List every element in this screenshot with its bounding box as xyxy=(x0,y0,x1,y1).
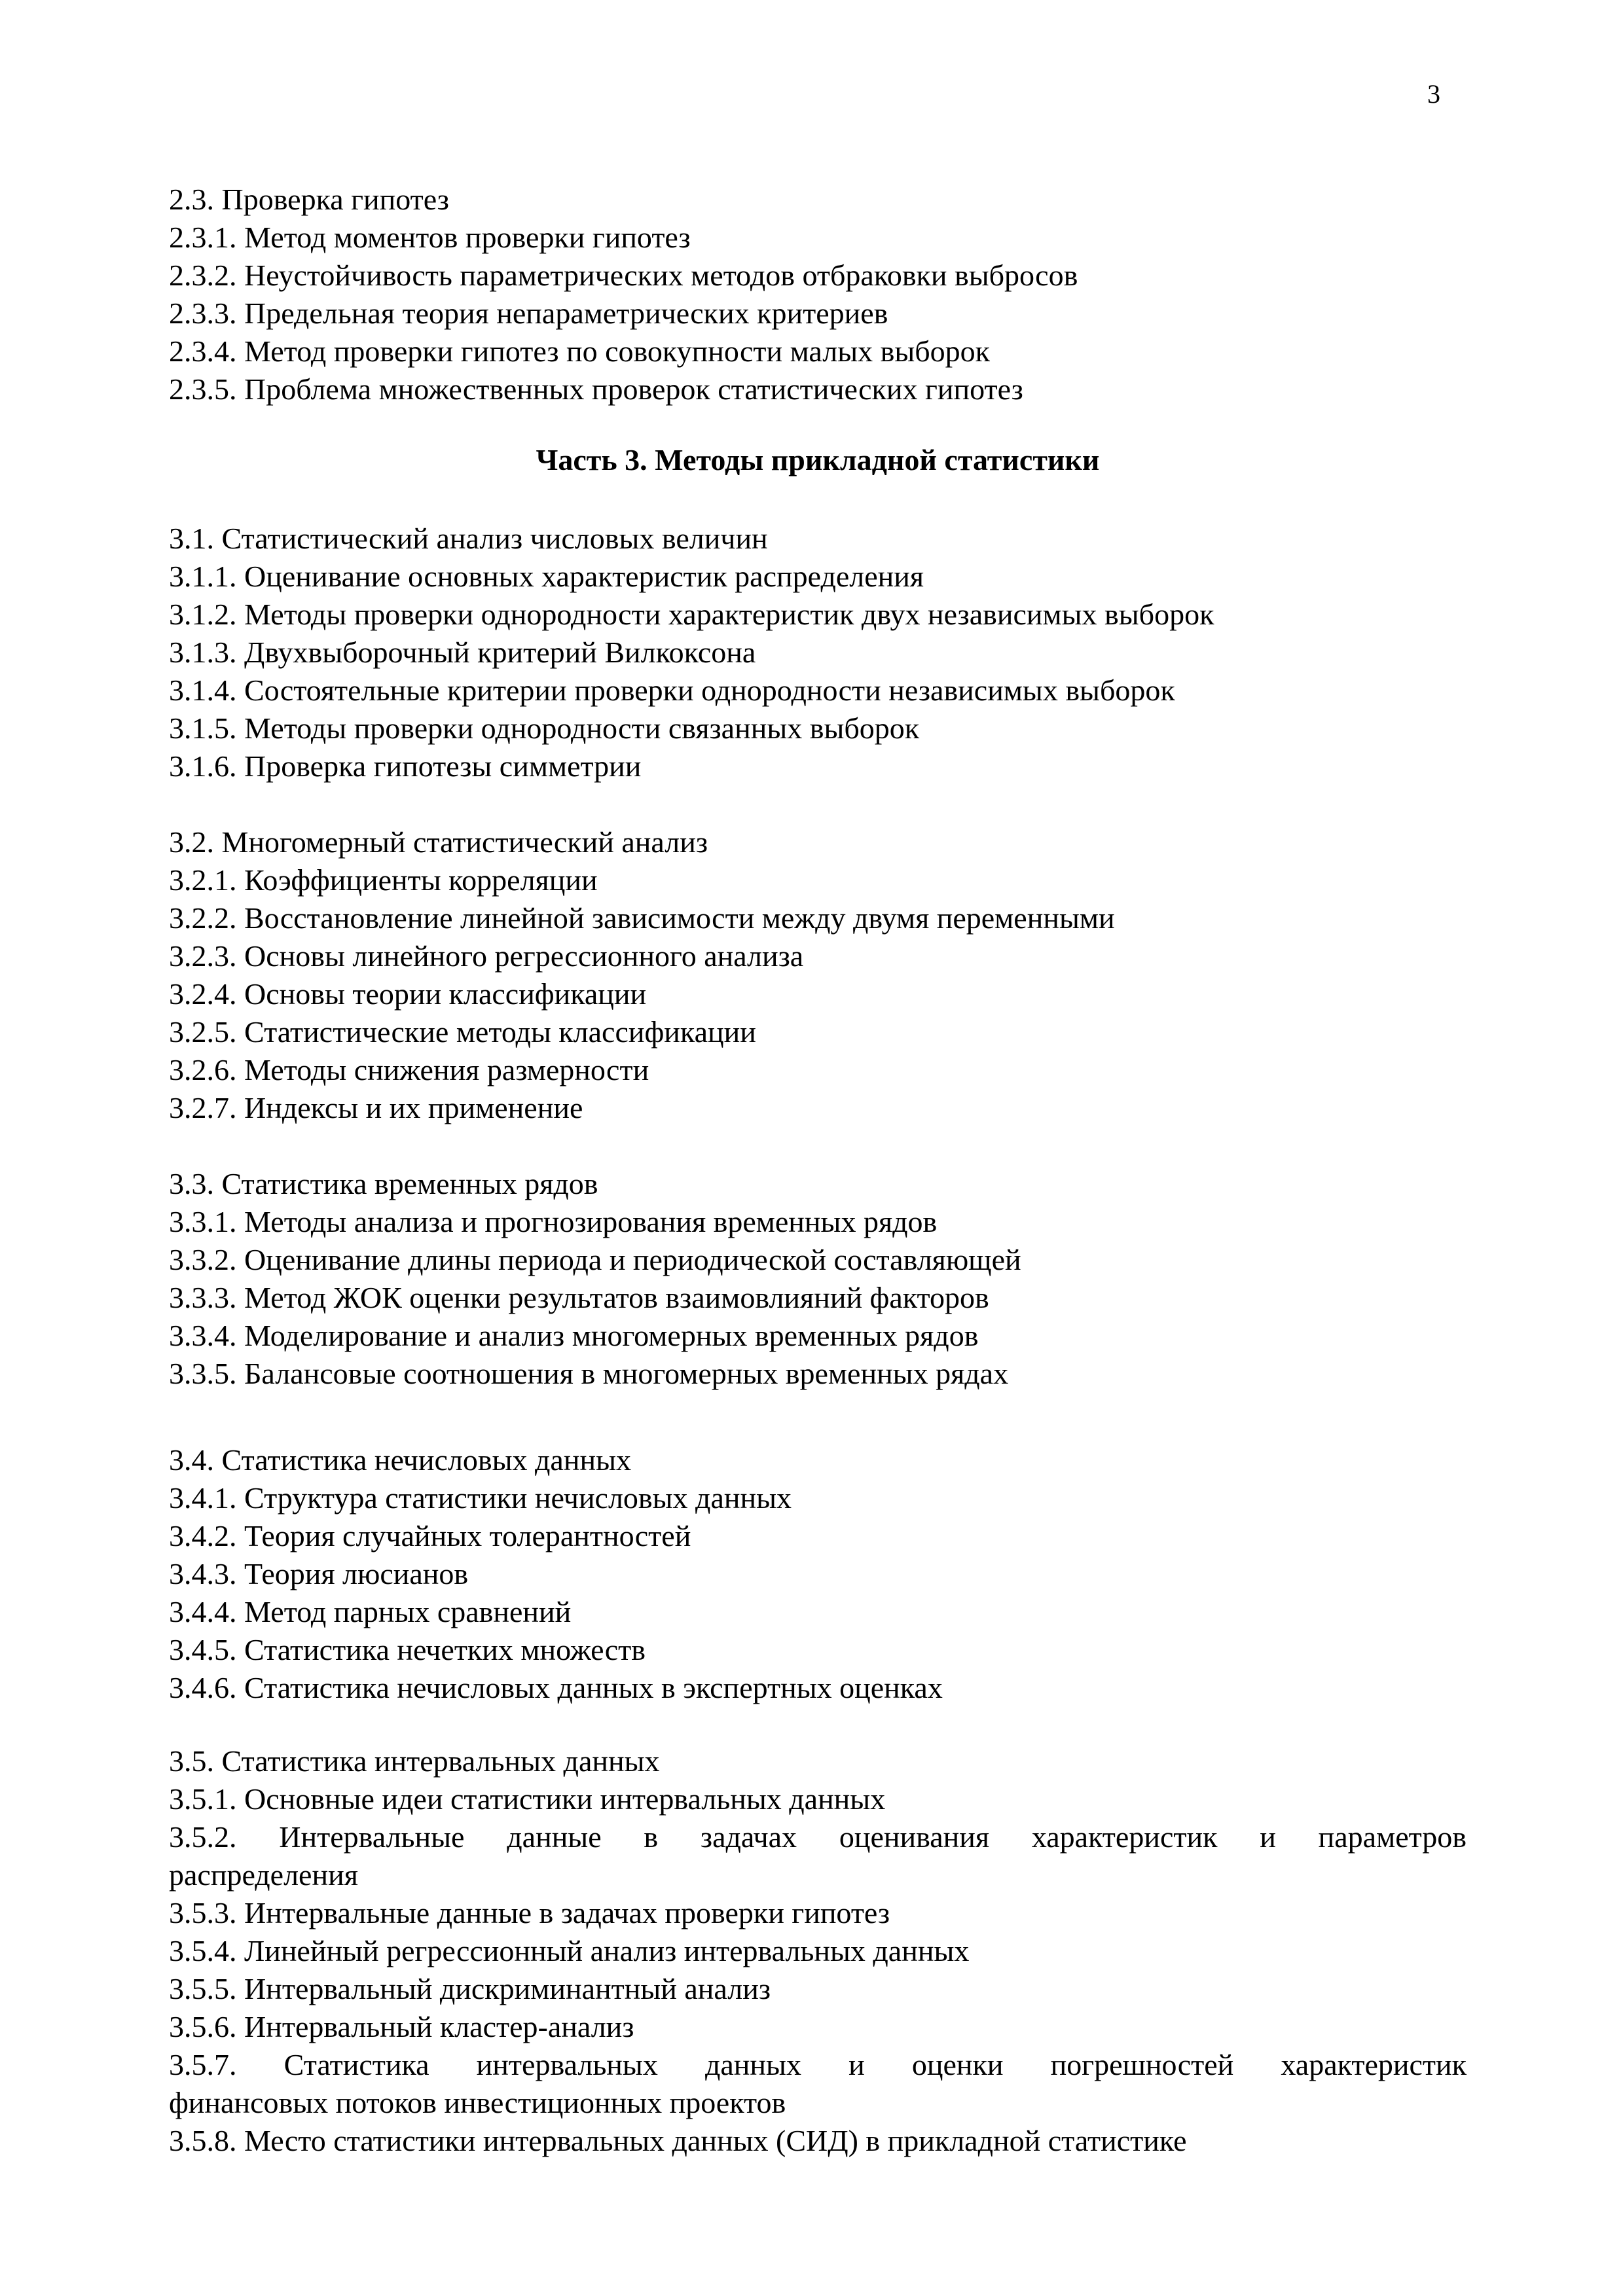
toc-section-heading: 3.1. Статистический анализ числовых величин xyxy=(169,522,768,555)
toc-item: 3.3.2. Оценивание длины периода и периодической составляющей xyxy=(169,1243,1021,1276)
toc-item: 3.4.1. Структура статистики нечисловых данных xyxy=(169,1481,792,1515)
toc-item: 3.5.5. Интервальный дискриминантный анализ xyxy=(169,1972,771,2005)
toc-item: 3.4.4. Метод парных сравнений xyxy=(169,1595,572,1628)
toc-item: 3.2.5. Статистические методы классификации xyxy=(169,1015,756,1049)
toc-item: 3.5.4. Линейный регрессионный анализ интервальных данных xyxy=(169,1934,970,1967)
toc-item: 3.2.7. Индексы и их применение xyxy=(169,1091,583,1124)
toc-item: 2.3.2. Неустойчивость параметрических методов отбраковки выбросов xyxy=(169,259,1078,292)
toc-item: 3.1.2. Методы проверки однородности характеристик двух независимых выборок xyxy=(169,598,1214,631)
toc-item: 2.3.4. Метод проверки гипотез по совокупности малых выборок xyxy=(169,334,990,368)
toc-item-continuation: финансовых потоков инвестиционных проектов xyxy=(169,2086,786,2119)
toc-item: 3.4.2. Теория случайных толерантностей xyxy=(169,1519,691,1552)
toc-item: 3.5.1. Основные идеи статистики интервальных данных xyxy=(169,1782,886,1816)
toc-item: 3.3.5. Балансовые соотношения в многомерных временных рядах xyxy=(169,1357,1009,1390)
toc-item: 3.2.3. Основы линейного регрессионного анализа xyxy=(169,939,804,973)
toc-item: 3.1.3. Двухвыборочный критерий Вилкоксона xyxy=(169,636,756,669)
toc-item: 3.5.8. Место статистики интервальных данных (СИД) в прикладной статистике xyxy=(169,2124,1187,2157)
toc-item: 3.2.4. Основы теории классификации xyxy=(169,977,647,1011)
toc-item: 3.2.1. Коэффициенты корреляции xyxy=(169,863,598,897)
toc-item: 3.4.5. Статистика нечетких множеств xyxy=(169,1633,646,1666)
part-3-title: Часть 3. Методы прикладной статистики xyxy=(536,443,1100,476)
toc-item: 3.4.6. Статистика нечисловых данных в экспертных оценках xyxy=(169,1671,943,1704)
toc-item: 3.1.1. Оценивание основных характеристик распределения xyxy=(169,560,924,593)
toc-item: 3.3.1. Методы анализа и прогнозирования временных рядов xyxy=(169,1205,938,1238)
toc-item: 3.3.3. Метод ЖОК оценки результатов взаимовлияний факторов xyxy=(169,1281,989,1314)
toc-item: 3.5.2. Интервальные данные в задачах оценивания характеристик и параметров xyxy=(169,1820,1467,1854)
toc-item: 3.2.2. Восстановление линейной зависимости между двумя переменными xyxy=(169,901,1115,935)
toc-item: 3.4.3. Теория люсианов xyxy=(169,1557,469,1590)
toc-section-heading: 3.4. Статистика нечисловых данных xyxy=(169,1443,631,1477)
toc-section-heading: 3.5. Статистика интервальных данных xyxy=(169,1744,660,1778)
toc-item: 3.1.6. Проверка гипотезы симметрии xyxy=(169,749,642,783)
toc-section-heading: 2.3. Проверка гипотез xyxy=(169,183,449,216)
toc-item: 3.2.6. Методы снижения размерности xyxy=(169,1053,649,1086)
toc-item: 2.3.5. Проблема множественных проверок статистических гипотез xyxy=(169,372,1023,406)
toc-section-heading: 3.2. Многомерный статистический анализ xyxy=(169,825,708,859)
toc-item: 3.3.4. Моделирование и анализ многомерных временных рядов xyxy=(169,1319,979,1352)
toc-item: 3.5.7. Статистика интервальных данных и оценки погрешностей характеристик xyxy=(169,2048,1467,2081)
toc-item: 3.1.4. Состоятельные критерии проверки однородности независимых выборок xyxy=(169,673,1175,707)
toc-item: 2.3.1. Метод моментов проверки гипотез xyxy=(169,221,691,254)
toc-item: 3.5.3. Интервальные данные в задачах проверки гипотез xyxy=(169,1896,890,1929)
page-number: 3 xyxy=(1427,79,1440,109)
toc-item: 3.1.5. Методы проверки однородности связанных выборок xyxy=(169,711,920,745)
toc-item: 2.3.3. Предельная теория непараметрических критериев xyxy=(169,296,888,330)
toc-section-heading: 3.3. Статистика временных рядов xyxy=(169,1167,598,1200)
toc-item-continuation: распределения xyxy=(169,1858,358,1892)
toc-item: 3.5.6. Интервальный кластер-анализ xyxy=(169,2010,634,2043)
